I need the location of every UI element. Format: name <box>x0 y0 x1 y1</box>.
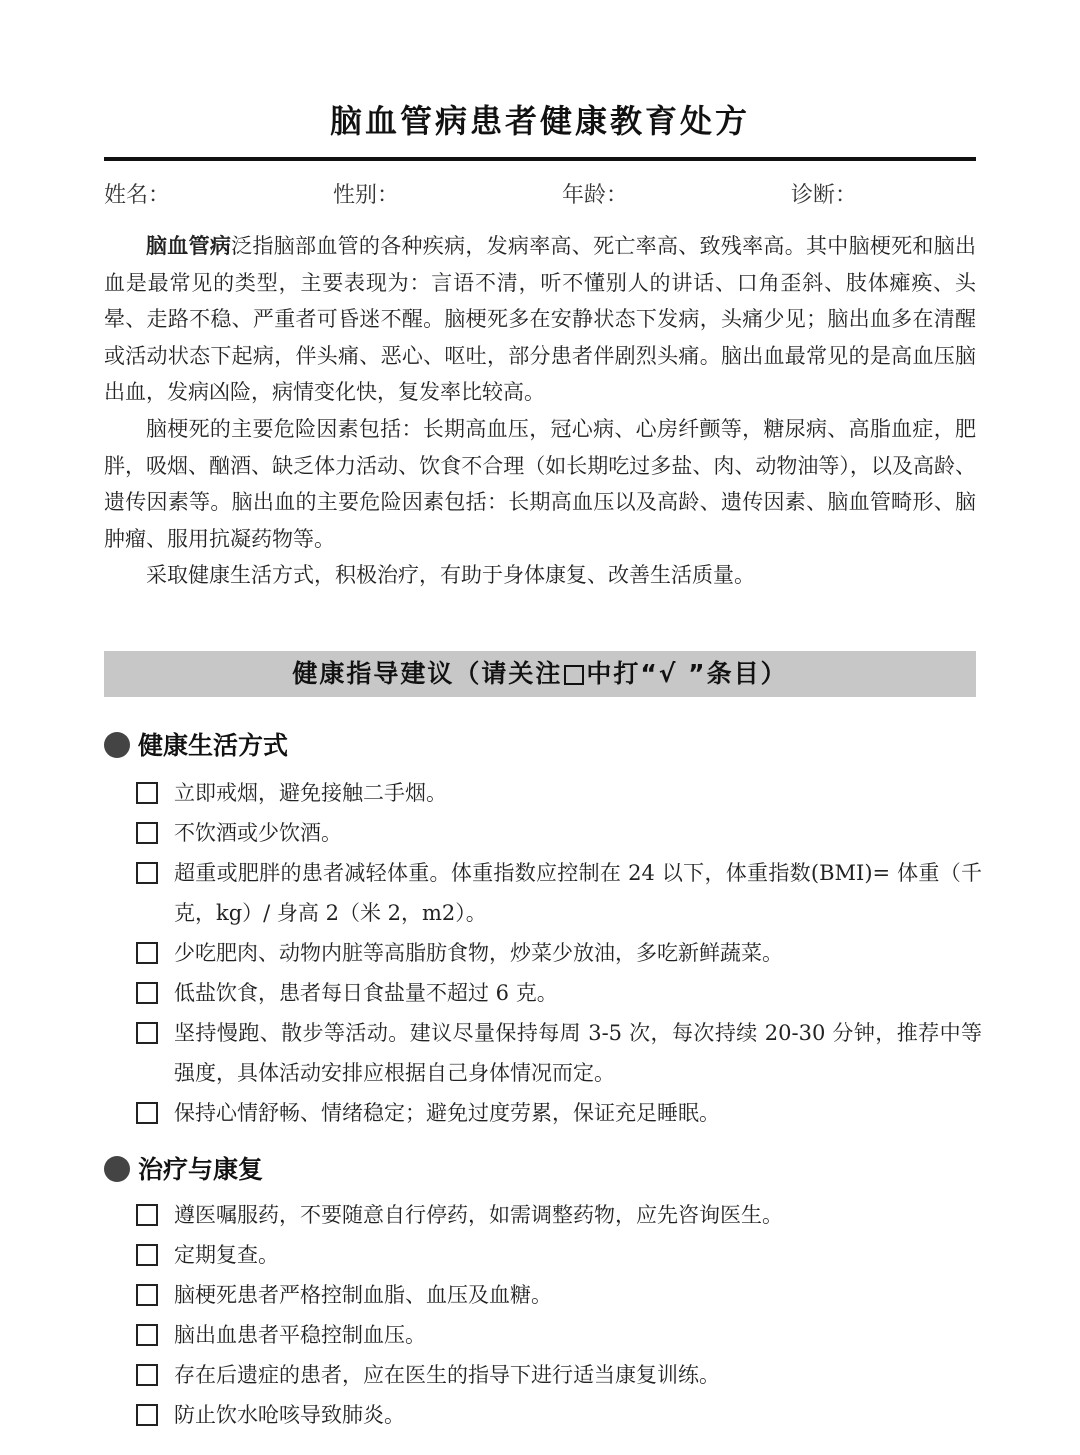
guidance-banner <box>104 651 976 697</box>
checklist-item <box>136 1195 982 1235</box>
intro-paragraph-1-text: 泛指脑部血管的各种疾病，发病率高、死亡率高、致残率高。其中脑梗死和脑出血是最常见的类型，主要表现为：言语不清，听不懂别人的讲话、口角歪斜、肢体瘫痪、头晕、走路不稳、严重者可昏迷不醒。脑梗死多在安静状态下发病，头痛少见；脑出血多在清醒或活动状态下起病，伴头痛、恶心、呕吐，部分患者伴剧烈头痛。脑出血最常见的是高血压脑出血，发病凶险，病情变化快，复发率比较高。 <box>104 234 977 405</box>
bullet-dot-icon <box>104 732 130 758</box>
checklist-item <box>136 773 982 813</box>
intro-paragraph-1 <box>104 228 976 411</box>
checkbox-icon <box>564 665 584 685</box>
checklist-item <box>136 1013 982 1093</box>
checkbox[interactable] <box>136 822 158 844</box>
checkbox[interactable] <box>136 1324 158 1346</box>
checkbox[interactable] <box>136 1204 158 1226</box>
checklist-item-text: 脑出血患者平稳控制血压。 <box>174 1323 426 1347</box>
checklist-item-text: 坚持慢跑、散步等活动。建议尽量保持每周 3-5 次，每次持续 20-30 分钟，推荐中等强度，具体活动安排应根据自己身体情况而定。 <box>174 1021 982 1085</box>
checklist-item <box>136 813 982 853</box>
checkbox[interactable] <box>136 1364 158 1386</box>
age-field-label: 年龄： <box>562 183 629 208</box>
checklist-item <box>136 853 982 933</box>
section-heading-text: 治疗与康复 <box>138 1155 264 1184</box>
intro-text <box>104 228 976 594</box>
bullet-dot-icon <box>104 1156 130 1182</box>
checkbox[interactable] <box>136 1284 158 1306</box>
checklist-item <box>136 1235 982 1275</box>
checklist-item-text: 防止饮水呛咳导致肺炎。 <box>174 1403 405 1427</box>
checklist-item <box>136 1315 982 1355</box>
checklist-item-text: 遵医嘱服药，不要随意自行停药，如需调整药物，应先咨询医生。 <box>174 1203 783 1227</box>
checklist-item-text: 存在后遗症的患者，应在医生的指导下进行适当康复训练。 <box>174 1363 720 1387</box>
intro-paragraph-3: 采取健康生活方式，积极治疗，有助于身体康复、改善生活质量。 <box>146 563 755 588</box>
checklist-item <box>136 1355 982 1395</box>
checklist-item-text: 低盐饮食，患者每日食盐量不超过 6 克。 <box>174 981 558 1005</box>
name-field-label: 姓名： <box>104 183 171 208</box>
banner-text-before: 健康指导建议（请关注 <box>292 659 563 688</box>
section-heading-lifestyle <box>104 726 288 762</box>
checklist-item-text: 保持心情舒畅、情绪稳定；避免过度劳累，保证充足睡眠。 <box>174 1101 720 1125</box>
checklist-item <box>136 933 982 973</box>
checkbox[interactable] <box>136 1102 158 1124</box>
checkbox[interactable] <box>136 862 158 884</box>
checklist-item <box>136 1275 982 1315</box>
checklist-item <box>136 1395 982 1435</box>
checklist-item-text: 少吃肥肉、动物内脏等高脂肪食物，炒菜少放油，多吃新鲜蔬菜。 <box>174 941 783 965</box>
checkbox[interactable] <box>136 1244 158 1266</box>
checkbox[interactable] <box>136 1404 158 1426</box>
checklist-item-text: 超重或肥胖的患者减轻体重。体重指数应控制在 24 以下，体重指数(BMI)= 体重（千克，kg）/ 身高 2（米 2，m2）。 <box>174 861 982 925</box>
patient-info-fields <box>0 178 1080 214</box>
section-heading-text: 健康生活方式 <box>138 731 289 760</box>
intro-paragraph-2: 脑梗死的主要危险因素包括：长期高血压，冠心病、心房纤颤等，糖尿病、高脂血症，肥胖，吸烟、酗酒、缺乏体力活动、饮食不合理（如长期吃过多盐、肉、动物油等），以及高龄、遗传因素等。脑出血的主要危险因素包括：长期高血压以及高龄、遗传因素、脑血管畸形、脑肿瘤、服用抗凝药物等。 <box>104 416 976 551</box>
diagnosis-field-label: 诊断： <box>791 183 858 208</box>
checkbox[interactable] <box>136 942 158 964</box>
checkbox[interactable] <box>136 782 158 804</box>
checklist-item-text: 脑梗死患者严格控制血脂、血压及血糖。 <box>174 1283 552 1307</box>
checkbox[interactable] <box>136 1022 158 1044</box>
checklist-item-text: 定期复查。 <box>174 1243 279 1267</box>
checklist-item-text: 立即戒烟，避免接触二手烟。 <box>174 781 447 805</box>
checklist-item <box>136 973 982 1013</box>
checklist-item <box>136 1093 982 1133</box>
gender-field-label: 性别： <box>333 183 400 208</box>
page-title: 脑血管病患者健康教育处方 <box>329 102 750 140</box>
intro-keyword: 脑血管病 <box>146 233 232 258</box>
checkbox[interactable] <box>136 982 158 1004</box>
title-divider <box>104 157 976 161</box>
checklist-item-text: 不饮酒或少饮酒。 <box>174 821 342 845</box>
section-heading-treatment <box>104 1150 263 1186</box>
banner-text-after: 中打“√ ”条目） <box>586 659 788 688</box>
